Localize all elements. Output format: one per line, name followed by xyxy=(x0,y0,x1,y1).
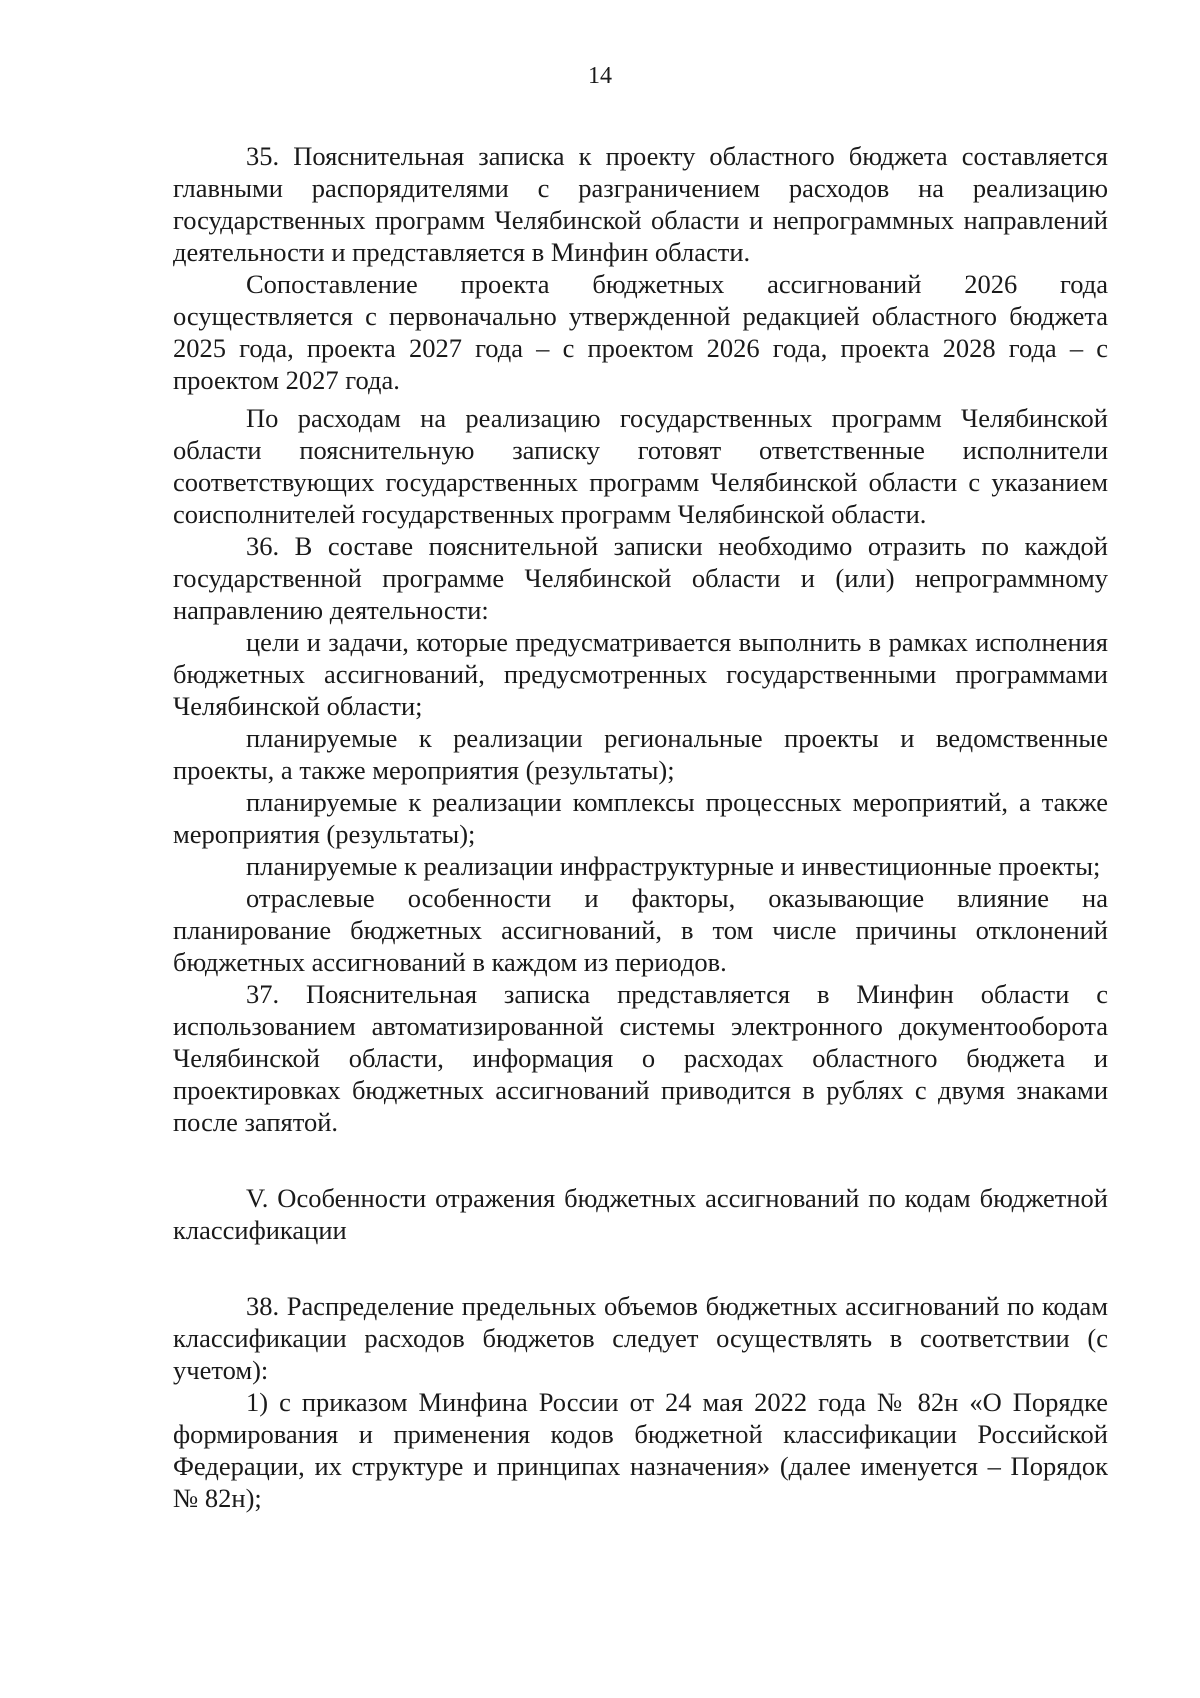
paragraph-36-goals: цели и задачи, которые предусматривается выполнить в рамках исполнения бюджетных ассигнований, предусмотренных государственными программами Челябинской области; xyxy=(173,627,1108,721)
paragraph-35-intro: 35. Пояснительная записка к проекту областного бюджета составляется главными распорядителями с разграничением расходов на реализацию государственных программ Челябинской области и непрограммных направлений деятельности и представляется в Минфин области. xyxy=(173,141,1108,267)
paragraph-36-factors: отраслевые особенности и факторы, оказывающие влияние на планирование бюджетных ассигнований, в том числе причины отклонений бюджетных ассигнований в каждом из периодов. xyxy=(173,883,1108,977)
paragraph-38-intro: 38. Распределение предельных объемов бюджетных ассигнований по кодам классификации расходов бюджетов следует осуществлять в соответствии (с учетом): xyxy=(173,1291,1108,1385)
section-v-heading: V. Особенности отражения бюджетных ассигнований по кодам бюджетной классификации xyxy=(173,1183,1108,1245)
document-body xyxy=(173,140,1108,1514)
paragraph-37: 37. Пояснительная записка представляется в Минфин области с использованием автоматизированной системы электронного документооборота Челябинской области, информация о расходах областного бюджета и проектировках бюджетных ассигнований приводится в рублях с двумя знаками после запятой. xyxy=(173,979,1108,1137)
page-number: 14 xyxy=(588,63,612,89)
paragraph-36-process-complexes: планируемые к реализации комплексы процессных мероприятий, а также мероприятия (результаты); xyxy=(173,787,1108,849)
paragraph-35-programs: По расходам на реализацию государственных программ Челябинской области пояснительную записку готовят ответственные исполнители соответствующих государственных программ Челябинской области с указанием соисполнителей государственных программ Челябинской области. xyxy=(173,403,1108,529)
paragraph-36-infrastructure: планируемые к реализации инфраструктурные и инвестиционные проекты; xyxy=(246,851,1101,881)
paragraph-36-intro: 36. В составе пояснительной записки необходимо отразить по каждой государственной программе Челябинской области и (или) непрограммному направлению деятельности: xyxy=(173,531,1108,625)
paragraph-38-item-1: 1) с приказом Минфина России от 24 мая 2022 года № 82н «О Порядке формирования и применения кодов бюджетной классификации Российской Федерации, их структуре и принципах назначения» (далее именуется – Порядок № 82н); xyxy=(173,1387,1108,1513)
paragraph-35-comparison: Сопоставление проекта бюджетных ассигнований 2026 года осуществляется с первоначально утвержденной редакцией областного бюджета 2025 года, проекта 2027 года – с проектом 2026 года, проекта 2028 года – с проектом 2027 года. xyxy=(173,269,1108,395)
paragraph-36-projects: планируемые к реализации региональные проекты и ведомственные проекты, а также мероприятия (результаты); xyxy=(173,723,1108,785)
